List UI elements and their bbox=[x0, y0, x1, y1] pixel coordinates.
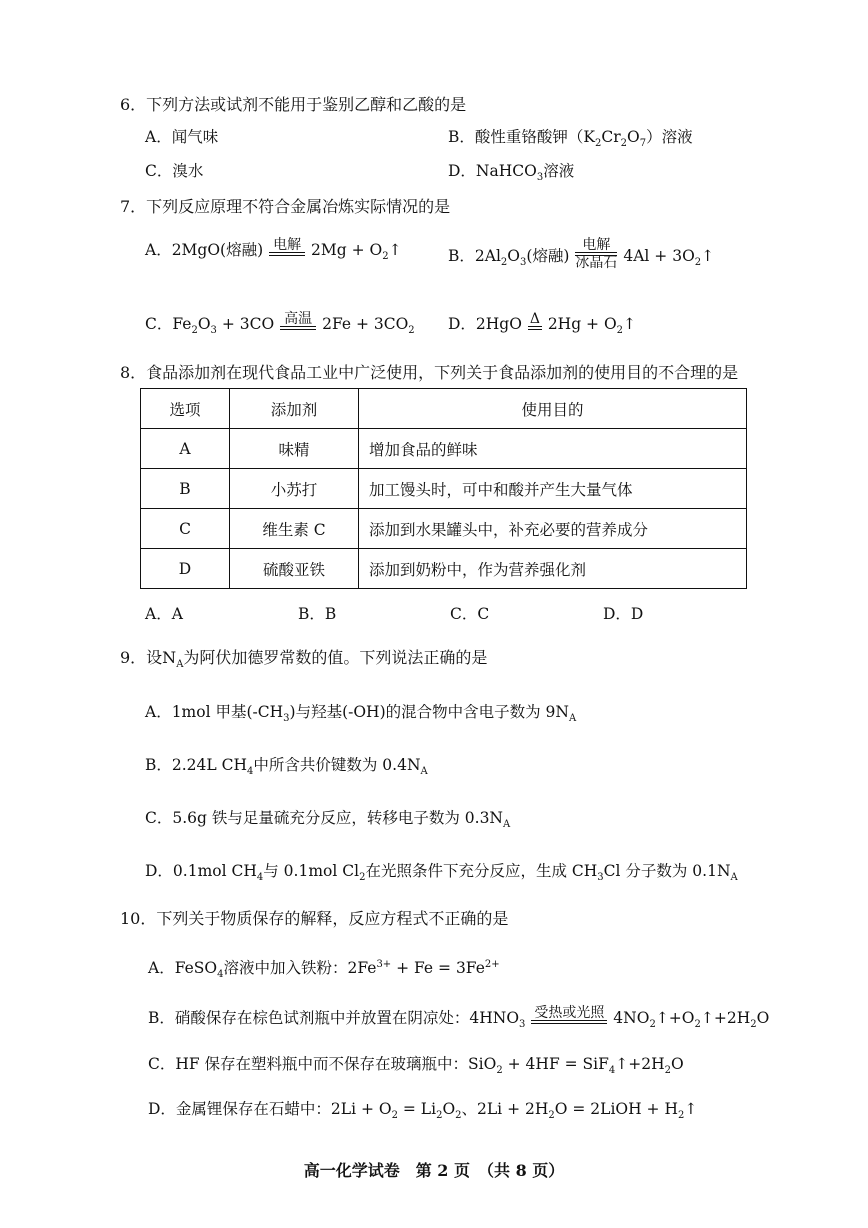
table-row bbox=[141, 549, 747, 589]
q9-option-b: B．2.24L $CH_4$中所含共价键数为 $0.4N_A$ bbox=[145, 756, 428, 778]
q9-option-d: D．0.1mol $CH_4$与 0.1mol $Cl_2$在光照条件下充分反应，生成 $CH_3Cl$ 分子数为 $0.1N_A$ bbox=[145, 862, 738, 884]
q8-option-b: B．B bbox=[298, 605, 337, 623]
q10-stem: 10．下列关于物质保存的解释，反应方程式不正确的是 bbox=[120, 909, 509, 928]
q6-option-d: D．NaHCO$_3$溶液 bbox=[448, 162, 575, 184]
table-cell: 添加到水果罐头中，补充必要的营养成分 bbox=[359, 509, 747, 549]
q8-option-d: D．D bbox=[603, 605, 644, 623]
table-cell: C bbox=[141, 509, 230, 549]
page-footer: 高一化学试卷 第 2 页 （共 8 页） bbox=[303, 1161, 565, 1180]
table-cell: 增加食品的鲜味 bbox=[359, 429, 747, 469]
q7-option-b: B．$2Al_2O_3$(熔融) 电解 冰晶石 $4Al + 3O_2↑$ bbox=[448, 237, 715, 271]
table-cell: 维生素 C bbox=[230, 509, 359, 549]
q10-option-b: B．硝酸保存在棕色试剂瓶中并放置在阴凉处：$4HNO_3$ 受热或光照 $4NO_2↑+O_2↑+2H_2O$ bbox=[148, 1005, 770, 1031]
table-header-additive: 添加剂 bbox=[230, 389, 359, 429]
q7-option-d: D．2HgO Δ $2Hg + O_2↑$ bbox=[448, 311, 637, 337]
table-row bbox=[141, 469, 747, 509]
q6-option-c: C．溴水 bbox=[145, 162, 204, 180]
q7-option-a: A．2MgO(熔融) 电解 $2Mg + O_2↑$ bbox=[145, 237, 402, 263]
table-cell: 添加到奶粉中，作为营养强化剂 bbox=[359, 549, 747, 589]
table-header-option: 选项 bbox=[141, 389, 230, 429]
q9-stem: 9．设$N_A$为阿伏加德罗常数的值。下列说法正确的是 bbox=[120, 648, 488, 671]
q7-option-c: C．$Fe_2O_3 + 3CO$ 高温 $2Fe + 3CO_2$ bbox=[145, 311, 415, 337]
table-cell: 味精 bbox=[230, 429, 359, 469]
q10-option-a: A．FeSO$_4$溶液中加入铁粉：$2Fe^{3+} + Fe = 3Fe^{2+}$ bbox=[148, 958, 500, 981]
table-cell: 小苏打 bbox=[230, 469, 359, 509]
q10-option-d: D．金属锂保存在石蜡中：$2Li + O_2 = Li_2O_2$、$2Li + 2H_2O$ = 2LiOH + $H_2↑$ bbox=[148, 1100, 698, 1122]
q8-option-a: A．A bbox=[145, 605, 183, 623]
q8-option-c: C．C bbox=[450, 605, 490, 623]
table-row bbox=[141, 429, 747, 469]
q9-option-c: C．5.6g 铁与足量硫充分反应，转移电子数为 $0.3N_A$ bbox=[145, 809, 511, 831]
table-cell: 加工馒头时，可中和酸并产生大量气体 bbox=[359, 469, 747, 509]
table-cell: A bbox=[141, 429, 230, 469]
q10-option-c: C．HF 保存在塑料瓶中而不保存在玻璃瓶中：$SiO_2 + 4HF = SiF_4↑+2H_2O$ bbox=[148, 1055, 684, 1077]
table-cell: 硫酸亚铁 bbox=[230, 549, 359, 589]
q9-option-a: A．1mol 甲基$(-CH_3)$与羟基(-OH)的混合物中含电子数为 $9N_A$ bbox=[145, 703, 577, 725]
table-row bbox=[141, 509, 747, 549]
q8-stem: 8．食品添加剂在现代食品工业中广泛使用，下列关于食品添加剂的使用目的不合理的是 bbox=[120, 363, 739, 382]
q6-option-a: A．闻气味 bbox=[145, 128, 219, 146]
q7-stem: 7．下列反应原理不符合金属冶炼实际情况的是 bbox=[120, 197, 451, 216]
table-header-row bbox=[141, 389, 747, 429]
table-cell: D bbox=[141, 549, 230, 589]
q6-stem: 6．下列方法或试剂不能用于鉴别乙醇和乙酸的是 bbox=[120, 95, 467, 114]
table-cell: B bbox=[141, 469, 230, 509]
table-header-purpose: 使用目的 bbox=[359, 389, 747, 429]
q6-option-b: B．酸性重铬酸钾$(K_2Cr_2O_7)$溶液 bbox=[448, 128, 693, 150]
q8-table bbox=[140, 388, 747, 589]
